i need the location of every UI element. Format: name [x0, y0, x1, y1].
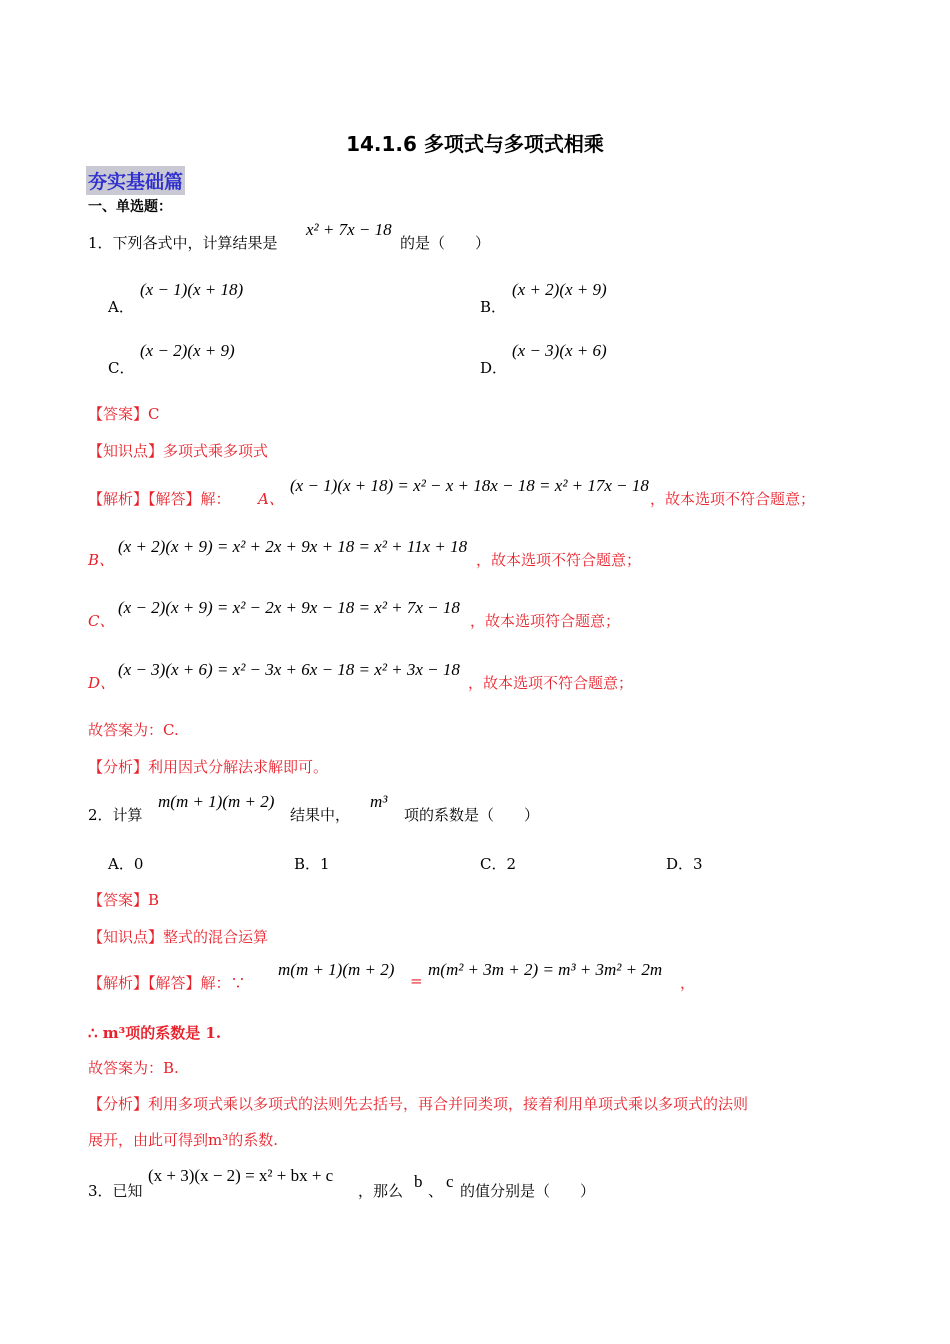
- q1-fenxi: 【分析】利用因式分解法求解即可。: [88, 758, 329, 776]
- q1-option-a-expr: (x − 1)(x + 18): [140, 280, 244, 299]
- q1-line-a-expr: (x − 1)(x + 18) = x² − x + 18x − 18 = x² + 17x − 18: [290, 476, 649, 495]
- q1-suffix: 的是（ ）: [400, 234, 491, 252]
- q2-expr1: m(m + 1)(m + 2): [278, 960, 395, 979]
- q1-option-d-expr: (x − 3)(x + 6): [512, 341, 607, 360]
- q2-fenxi-line2: 展开，由此可得到m³的系数.: [88, 1131, 279, 1149]
- section-heading: 夯实基础篇: [86, 166, 185, 195]
- q2-expr2: m(m² + 3m + 2) = m³ + 3m² + 2m: [428, 960, 663, 979]
- q1-line-b-tail: ，故本选项不符合题意；: [476, 551, 642, 569]
- q3-mid: ，那么: [358, 1182, 404, 1200]
- q1-knowledge: 【知识点】多项式乘多项式: [88, 442, 269, 460]
- q1-option-c-expr: (x − 2)(x + 9): [140, 341, 235, 360]
- q1-analysis-head: 【解析】【解答】解：: [88, 490, 231, 508]
- q3-c: c: [446, 1172, 454, 1191]
- q1-line-b-expr: (x + 2)(x + 9) = x² + 2x + 9x + 18 = x² + 11x + 18: [118, 537, 468, 556]
- q1-prefix: 1．下列各式中，计算结果是: [88, 234, 278, 252]
- q1-option-b-label: B．: [480, 298, 507, 316]
- q2-option-d: D．3: [666, 855, 703, 873]
- q2-therefore: ∴ m³项的系数是 1.: [88, 1024, 222, 1042]
- q1-line-c-tag: C、: [88, 612, 115, 630]
- q1-option-a-label: A．: [108, 298, 134, 316]
- q1-answer: 【答案】C: [88, 405, 160, 423]
- q2-conclusion: 故答案为：B.: [88, 1059, 179, 1077]
- q1-line-d-tail: ，故本选项不符合题意；: [468, 674, 634, 692]
- q2-suffix: 项的系数是（ ）: [404, 806, 540, 824]
- q3-b: b: [414, 1172, 423, 1191]
- q2-prefix: 2．计算: [88, 806, 143, 824]
- q1-line-c-tail: ，故本选项符合题意；: [470, 612, 621, 630]
- q2-answer: 【答案】B: [88, 891, 160, 909]
- q1-expression: x² + 7x − 18: [306, 220, 392, 239]
- q2-option-c: C．2: [480, 855, 517, 873]
- q1-line-b-tag: B、: [88, 551, 115, 569]
- q2-option-a: A．0: [108, 855, 144, 873]
- q2-mid: 结果中，: [290, 806, 351, 824]
- q3-prefix: 3．已知: [88, 1182, 143, 1200]
- page-title: 14.1.6 多项式与多项式相乘: [346, 132, 604, 156]
- q1-line-d-expr: (x − 3)(x + 6) = x² − 3x + 6x − 18 = x² + 3x − 18: [118, 660, 460, 679]
- q2-comma: ，: [680, 974, 696, 992]
- q1-option-d-label: D．: [480, 359, 508, 377]
- q2-expression: m(m + 1)(m + 2): [158, 792, 275, 811]
- q3-separator: 、: [428, 1182, 444, 1200]
- q2-fenxi-line1: 【分析】利用多项式乘以多项式的法则先去括号，再合并同类项，接着利用单项式乘以多项式的法则: [88, 1095, 749, 1113]
- q1-line-a-tag: A、: [258, 490, 284, 508]
- subsection-heading: 一、单选题：: [88, 199, 172, 215]
- q1-line-d-tag: D、: [88, 674, 116, 692]
- q1-option-b-expr: (x + 2)(x + 9): [512, 280, 607, 299]
- q2-equals: =: [410, 972, 423, 990]
- q3-suffix: 的值分别是（ ）: [460, 1182, 596, 1200]
- q2-option-b: B．1: [294, 855, 330, 873]
- q1-conclusion: 故答案为：C.: [88, 721, 179, 739]
- q2-analysis-head: 【解析】【解答】解：∵: [88, 974, 246, 992]
- q1-option-c-label: C．: [108, 359, 135, 377]
- q2-term: m³: [370, 792, 388, 811]
- q2-knowledge: 【知识点】整式的混合运算: [88, 928, 269, 946]
- q3-expression: (x + 3)(x − 2) = x² + bx + c: [148, 1166, 334, 1185]
- q1-line-a-tail: ，故本选项不符合题意；: [650, 490, 816, 508]
- q1-line-c-expr: (x − 2)(x + 9) = x² − 2x + 9x − 18 = x² + 7x − 18: [118, 598, 460, 617]
